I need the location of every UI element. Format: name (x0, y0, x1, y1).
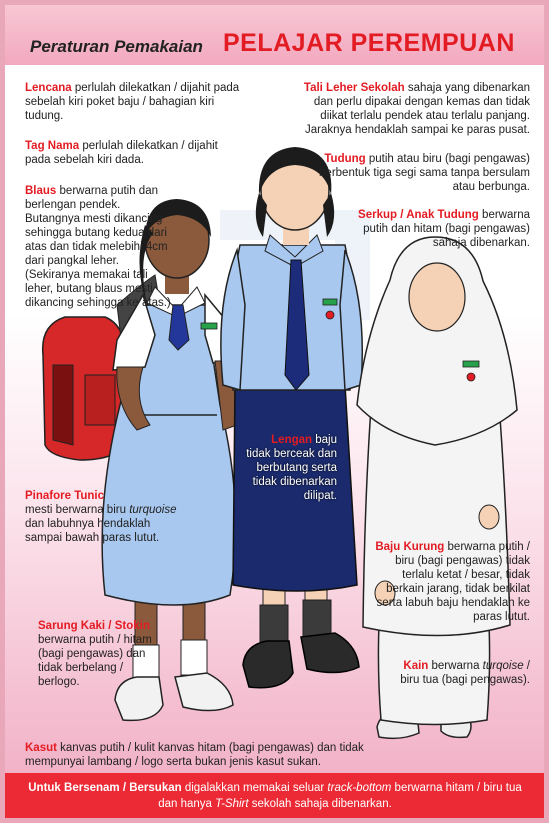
tag-nama-label: Tag Nama (25, 140, 80, 152)
footer-text (25, 780, 525, 812)
tudung-label: Tudung (324, 153, 366, 165)
header-prefix: Peraturan Pemakaian (30, 37, 203, 56)
tag-nama-text: perlulah dilekatkan / dijahit pada sebelah kiri dada. (25, 140, 218, 166)
sarung-kaki-label: Sarung Kaki (38, 620, 106, 632)
kain-note (385, 659, 530, 687)
footer-text-c: sekolah sahaja dibenarkan. (251, 798, 392, 810)
baju-kurung-text: berwarna putih / biru (bagi pengawas) tidak terlalu ketat / besar, tidak berkain jarang, tidak berkilat serta labuh baju hendaklah ke paras lutut. (376, 541, 530, 623)
kain-text-b: / biru tua (bagi pengawas). (400, 660, 530, 686)
tudung-note (305, 152, 530, 194)
serkup-sep: / (397, 209, 407, 221)
tali-leher-text: sahaja yang dibenarkan dan perlu dipakai dengan kemas dan tidak diikat terlalu pendek atau terlalu panjang. Jaraknya hendaklah sampai ke paras pusat. (304, 82, 530, 136)
baju-kurung-label: Baju Kurung (375, 541, 445, 553)
baju-kurung-note (365, 540, 530, 624)
bersenam-label: Untuk Bersenam (28, 782, 120, 794)
kasut-text: kanvas putih / kulit kanvas hitam (bagi pengawas) dan tidak mempunyai lambang / logo serta bukan jenis kasut sukan. (25, 742, 364, 768)
footer-text-b: berwarna hitam / biru tua dan hanya (158, 782, 522, 810)
footer-text-em1: track-bottom (327, 782, 392, 794)
tali-leher-note (285, 81, 530, 137)
pinafore-text-em: turquoise (129, 504, 177, 516)
kasut-note (25, 741, 415, 769)
blaus-label: Blaus (25, 185, 57, 197)
kain-text-em: turqoise (482, 660, 524, 672)
footer-text-a: digalakkan memakai seluar (184, 782, 325, 794)
pinafore-label: Pinafore Tunic (25, 490, 105, 502)
lengan-note (245, 433, 337, 503)
pinafore-text-a: mesti berwarna biru (25, 504, 126, 516)
anak-tudung-label: Anak Tudung (406, 209, 479, 221)
pinafore-note (25, 489, 190, 545)
blaus-text: berwarna putih dan berlengan pendek. Butangnya mesti dikancing sehingga butang kedua dari atas dan tidak melebihi 4cm dari pangkal leher. (Sekiranya memakai tali leher, butang blaus mesti dikancing sehingga ke atas.) (25, 185, 171, 309)
sarung-kaki-text: berwarna putih / hitam (bagi pengawas) dan tidak berbelang / berlogo. (38, 634, 152, 688)
footer-text-em2: T-Shirt (215, 798, 249, 810)
kain-label: Kain (403, 660, 429, 672)
lencana-note (25, 81, 240, 123)
lencana-label: Lencana (25, 82, 72, 94)
lencana-text: perlulah dilekatkan / dijahit pada sebelah kiri poket baju / bahagian kiri tudung. (25, 82, 240, 122)
serkup-label: Serkup (358, 209, 398, 221)
bersukan-label: Bersukan (129, 782, 182, 794)
serkup-text: berwarna putih dan hitam (bagi pengawas) sahaja dibenarkan. (363, 209, 530, 249)
blaus-note (25, 184, 173, 310)
lengan-text: baju tidak berceak dan berbutang serta tidak dibenarkan dilipat. (246, 434, 337, 502)
footer-sep: / (119, 782, 130, 794)
tali-leher-label: Tali Leher Sekolah (303, 82, 405, 94)
kain-text-a: berwarna (431, 660, 480, 672)
serkup-note (335, 208, 530, 250)
header-title: PELAJAR PEREMPUAN (223, 29, 515, 57)
pinafore-text-b: dan labuhnya hendaklah sampai bawah paras lutut. (25, 518, 160, 544)
stokin-label: Stokin (114, 620, 150, 632)
sarung-kaki-sep: / (105, 620, 115, 632)
tudung-text: putih atau biru (bagi pengawas) berbentuk tiga segi sama tanpa bersulam atau berbunga. (319, 153, 530, 193)
kasut-label: Kasut (25, 742, 57, 754)
tag-nama-note (25, 139, 240, 167)
lengan-label: Lengan (271, 434, 313, 446)
sarung-kaki-note (38, 619, 158, 689)
